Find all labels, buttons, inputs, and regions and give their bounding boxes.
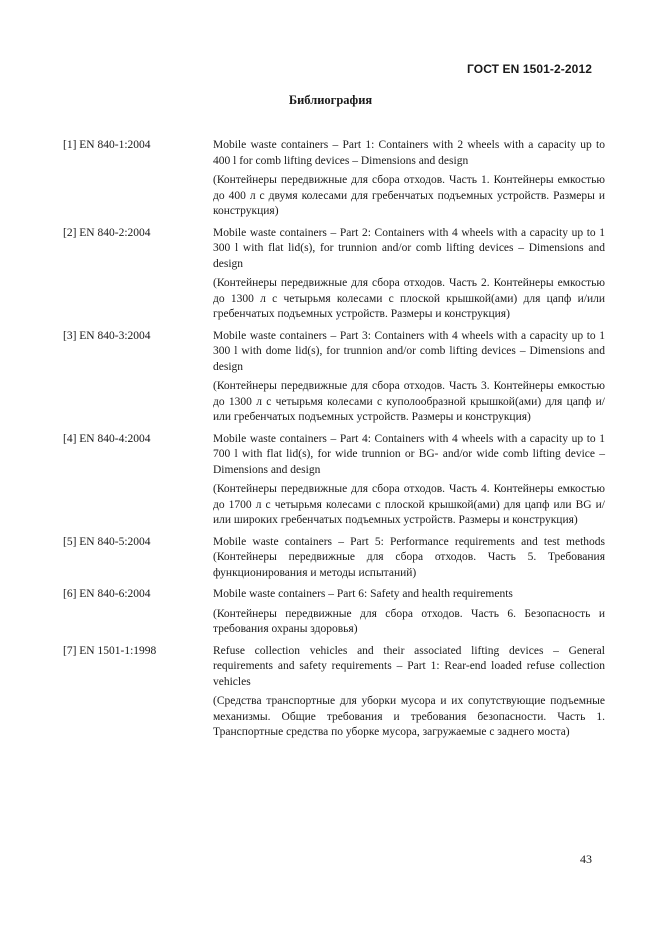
bibliography-entry	[63, 329, 605, 426]
entry-title-en: Refuse collection vehicles and their associated lifting devices – General requirements and safety requirements – Part 1: Rear-end loaded refuse collection vehicles	[213, 644, 605, 688]
bibliography-entry	[63, 138, 605, 220]
entry-title-en: Mobile waste containers – Part 1: Containers with 2 wheels with a capacity up to 400 l for comb lifting devices – Dimensions and design	[213, 139, 605, 167]
entry-title-en: Mobile waste containers – Part 6: Safety and health requirements	[213, 588, 513, 600]
entry-id: [3] EN 840-3:2004	[63, 329, 151, 342]
entry-title-ru: (Контейнеры передвижные для сбора отходов. Часть 2. Контейнеры емкостью до 1300 л с четырьмя колесами с плоской крышкой(ами) для цапф и/или гребенчатых подъемных устройств. Размеры и конструкция)	[213, 277, 605, 320]
bibliography-entry	[63, 432, 605, 529]
entry-title-ru: (Средства транспортные для уборки мусора и их сопутствующие подъемные механизмы. Общие требования и требования безопасности. Часть 1. Транспортные средства по уборке мусора, загружаемые с заднего моста)	[213, 695, 605, 738]
entry-title-en: Mobile waste containers – Part 5: Performance requirements and test methods (Контейнеры передвижные для сбора отходов. Часть 5. Требования функционирования и методы испытаний)	[213, 535, 605, 579]
page-title: Библиография	[288, 93, 373, 107]
entry-id: [6] EN 840-6:2004	[63, 588, 151, 600]
bibliography-entry	[63, 226, 605, 323]
entry-title-ru: (Контейнеры передвижные для сбора отходов. Часть 6. Безопасность и требования охраны здоровья)	[213, 607, 605, 635]
entry-id: [4] EN 840-4:2004	[63, 432, 151, 445]
document-header: ГОСТ EN 1501-2-2012	[467, 62, 592, 76]
bibliography-list	[63, 138, 605, 747]
entry-title-en: Mobile waste containers – Part 4: Containers with 4 wheels with a capacity up to 1 700 l with flat lid(s), for wide trunnion or BG- and/or wide comb lifting device – Dimensions and design	[213, 432, 605, 476]
entry-id: [2] EN 840-2:2004	[63, 226, 151, 239]
entry-id: [5] EN 840-5:2004	[63, 535, 151, 548]
entry-id: [1] EN 840-1:2004	[63, 139, 151, 151]
entry-id: [7] EN 1501-1:1998	[63, 644, 157, 657]
entry-title-ru: (Контейнеры передвижные для сбора отходов. Часть 4. Контейнеры емкостью до 1700 л с четырьмя колесами с плоской крышкой(ами) для цапф или BG и/или широких гребенчатых подъемных устройств. Размеры и конструкция)	[213, 483, 605, 526]
entry-title-ru: (Контейнеры передвижные для сбора отходов. Часть 1. Контейнеры емкостью до 400 л с двумя колесами для гребенчатых подъемных устройств. Размеры и конструкция)	[213, 174, 605, 217]
bibliography-entry	[63, 535, 605, 582]
bibliography-entry	[63, 644, 605, 741]
entry-title-en: Mobile waste containers – Part 2: Containers with 4 wheels with a capacity up to 1 300 l with flat lid(s), for trunnion and/or comb lifting devices – Dimensions and design	[213, 226, 605, 270]
entry-title-ru: (Контейнеры передвижные для сбора отходов. Часть 3. Контейнеры емкостью до 1300 л с четырьмя колесами с куполообразной крышкой(ами) для цапф и/или гребенчатых подъемных устройств. Размеры и конструкция)	[213, 380, 605, 423]
entry-title-en: Mobile waste containers – Part 3: Containers with 4 wheels with a capacity up to 1 300 l with dome lid(s), for trunnion and/or comb lifting devices – Dimensions and design	[213, 329, 605, 373]
page-number: 43	[580, 852, 592, 866]
bibliography-entry	[63, 587, 605, 638]
